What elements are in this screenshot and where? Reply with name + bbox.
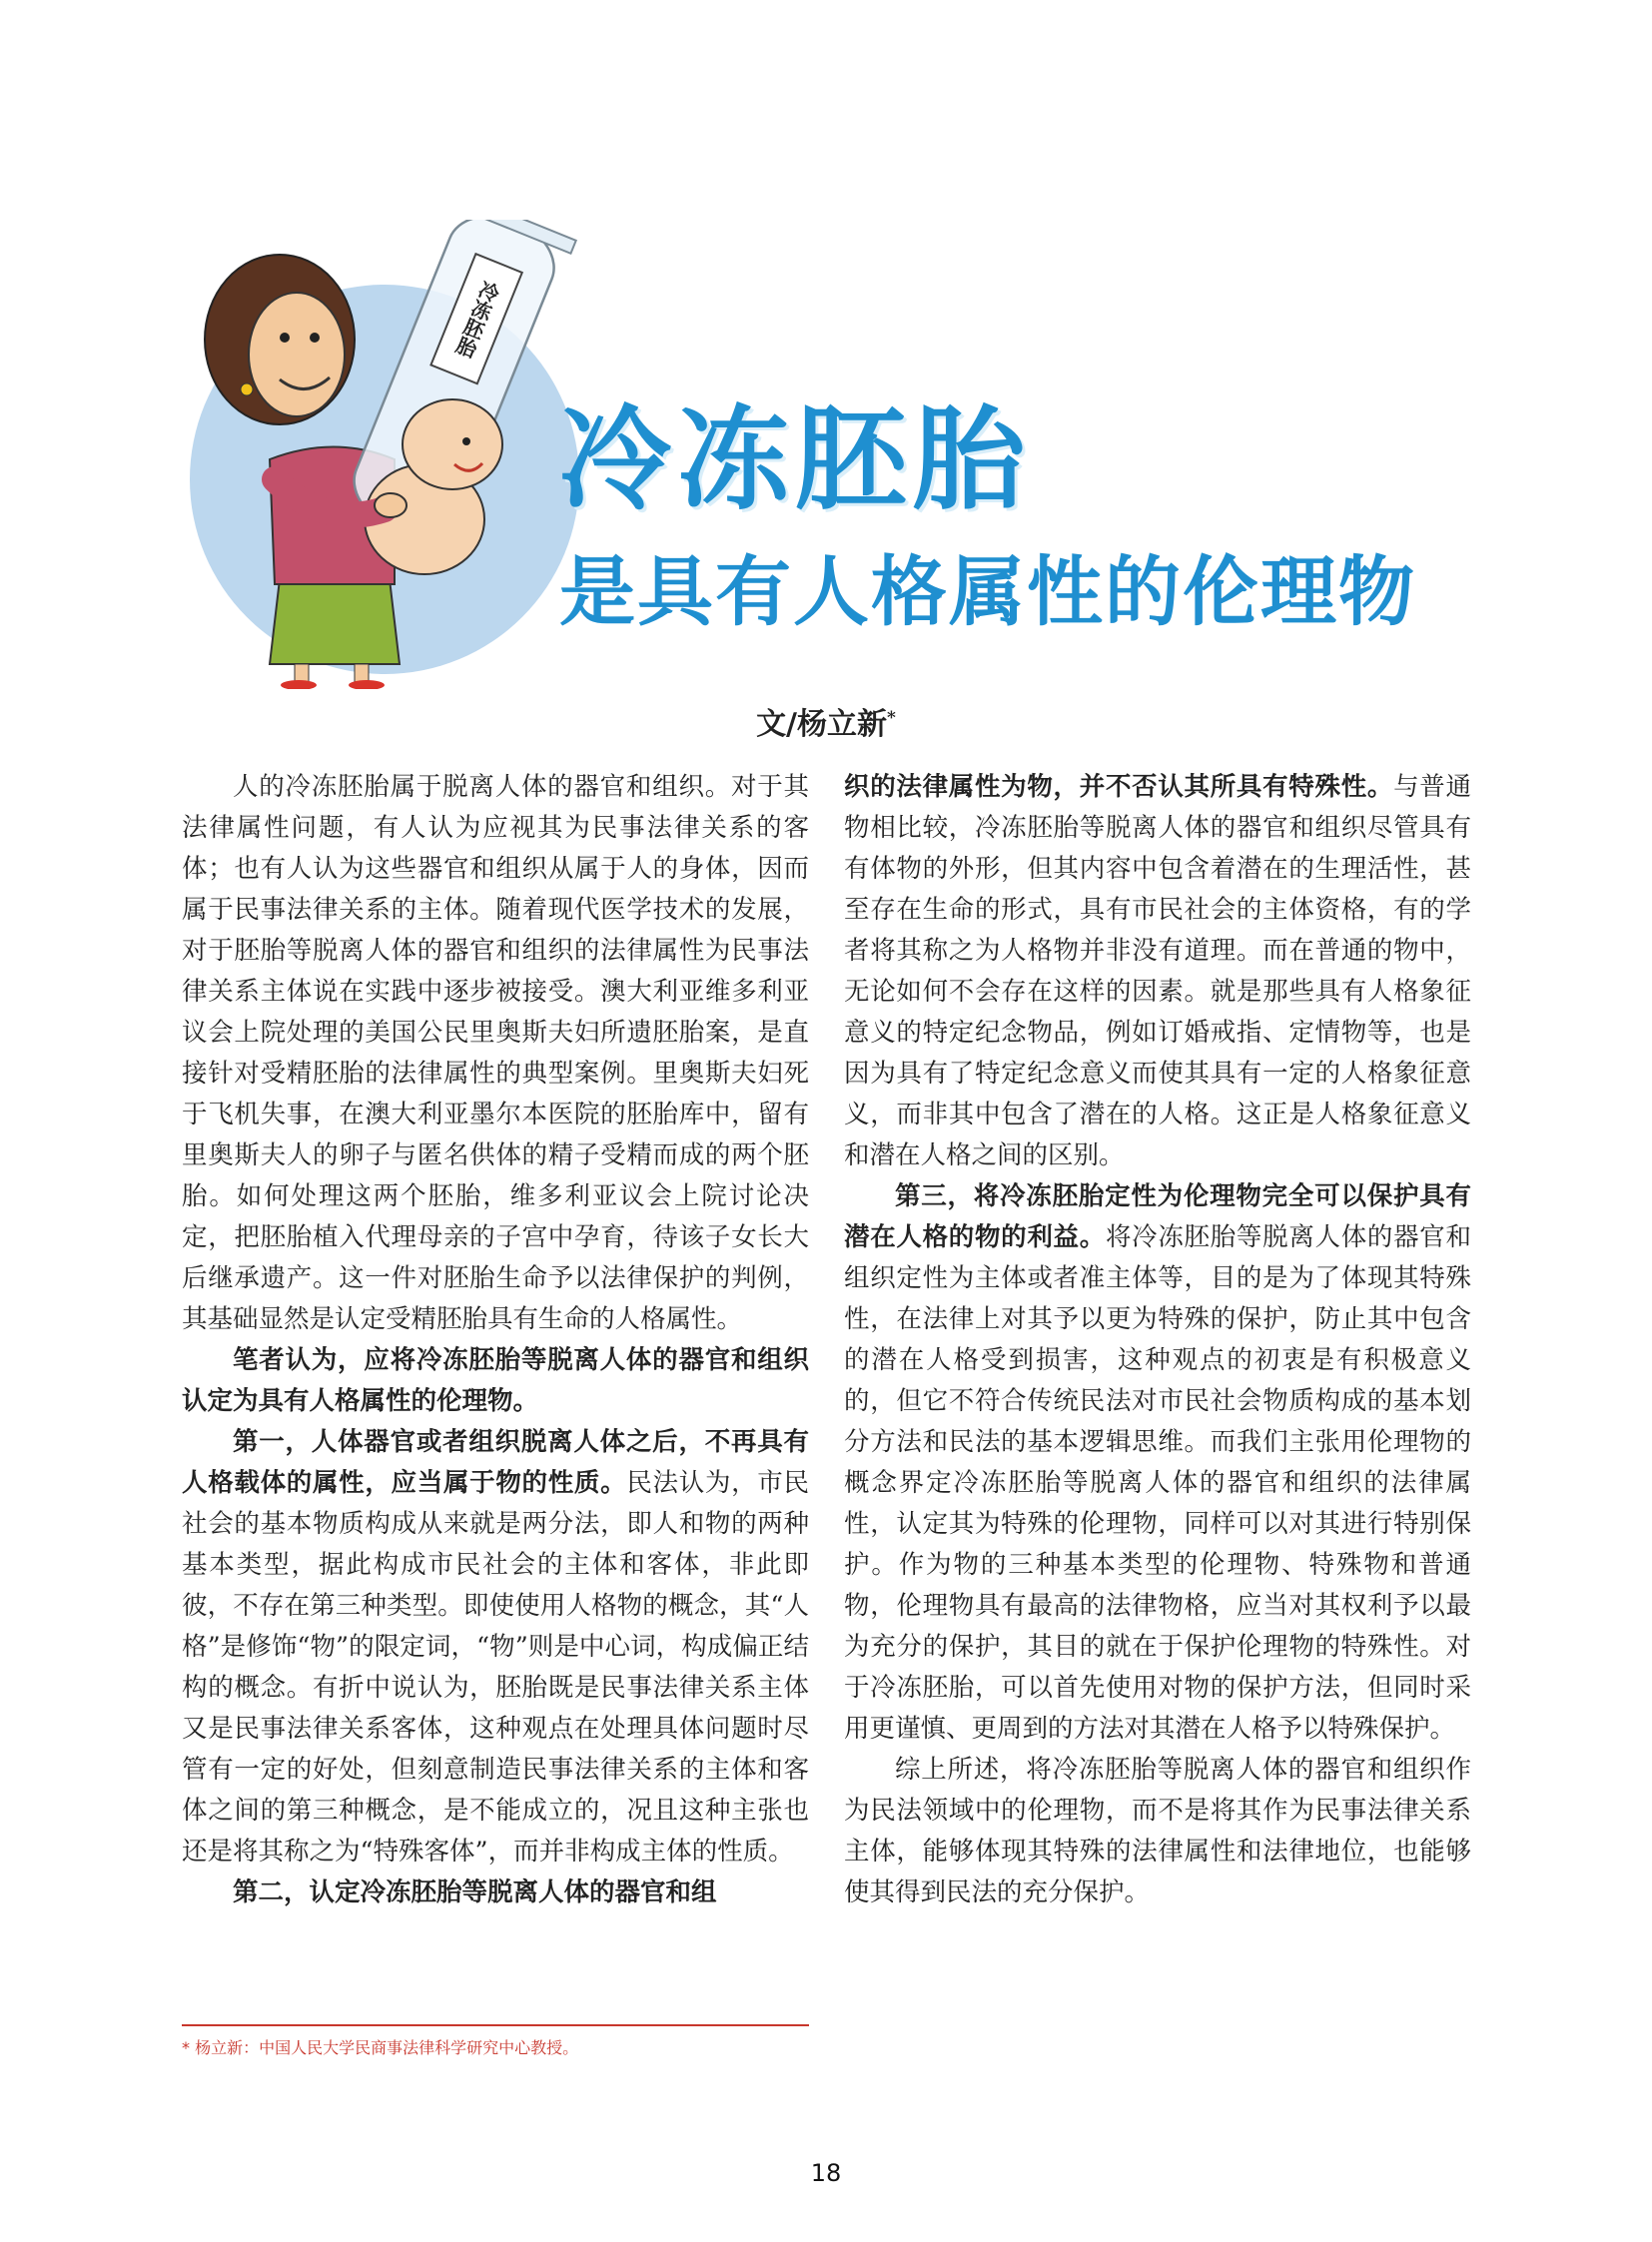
woman-earring: [241, 383, 253, 395]
tube-label: 冷冻胚胎: [449, 277, 503, 361]
woman-skirt: [270, 579, 400, 664]
woman-face: [249, 293, 345, 416]
baby-head: [403, 399, 502, 489]
point-two-body: 与普通物相比较，冷冻胚胎等脱离人体的器官和组织尽管具有有体物的外形，但其内容中包含着潜在的生理活性，甚至存在生命的形式，具有市民社会的主体资格，有的学者将其称之为人格物并非没有道理。而在普通的物中，无论如何不会存在这样的因素。就是那些具有人格象征意义的特定纪念物品，例如订婚戒指、定情物等，也是因为具有了特定纪念意义而使其具有一定的人格象征意义，而非其中包含了潜在的人格。这正是人格象征意义和潜在人格之间的区别。: [844, 772, 1471, 1170]
point-two-heading-cont: 织的法律属性为物，并不否认其所具有特殊性。: [844, 772, 1394, 802]
paragraph: [844, 767, 1471, 1176]
paragraph-bold: 笔者认为，应将冷冻胚胎等脱离人体的器官和组织认定为具有人格属性的伦理物。: [182, 1345, 809, 1416]
cartoon-illustration: [185, 220, 624, 689]
woman-shoe-right: [349, 680, 385, 689]
paragraph: 人的冷冻胚胎属于脱离人体的器官和组织。对于其法律属性问题，有人认为应视其为民事法律关系的客体；也有人认为这些器官和组织从属于人的身体，因而属于民事法律关系的主体。随着现代医学技术的发展，对于胚胎等脱离人体的器官和组织的法律属性为民事法律关系主体说在实践中逐步被接受。澳大利亚维多利亚议会上院处理的美国公民里奥斯夫妇所遗胚胎案，是直接针对受精胚胎的法律属性的典型案例。里奥斯夫妇死于飞机失事，在澳大利亚墨尔本医院的胚胎库中，留有里奥斯夫人的卵子与匿名供体的精子受精而成的两个胚胎。如何处理这两个胚胎，维多利亚议会上院讨论决定，把胚胎植入代理母亲的子宫中孕育，待该子女长大后继承遗产。这一件对胚胎生命予以法律保护的判例，其基础显然是认定受精胚胎具有生命的人格属性。: [182, 772, 809, 1334]
left-column: [182, 767, 809, 1913]
woman-hand: [375, 493, 407, 517]
right-column: [844, 767, 1471, 1913]
woman-shoe-left: [281, 680, 317, 689]
footnote-divider: [182, 2024, 809, 2026]
point-one-body: 民法认为，市民社会的基本物质构成从来就是两分法，即人和物的两种基本类型，据此构成市民社会的主体和客体，非此即彼，不存在第三种类型。即使使用人格物的概念，其“人格”是修饰“物”的限定词，“物”则是中心词，构成偏正结构的概念。有折中说认为，胚胎既是民事法律关系主体又是民事法律关系客体，这种观点在处理具体问题时尽管有一定的好处，但刻意制造民事法律关系的主体和客体之间的第三种概念，是不能成立的，况且这种主张也还是将其称之为“特殊客体”，而并非构成主体的性质。: [182, 1468, 809, 1867]
woman-eye-right: [310, 333, 320, 343]
baby-eye: [462, 437, 470, 445]
paragraph: 综上所述，将冷冻胚胎等脱离人体的器官和组织作为民法领域中的伦理物，而不是将其作为民事法律关系主体，能够体现其特殊的法律属性和法律地位，也能够使其得到民法的充分保护。: [844, 1755, 1471, 1907]
paragraph-bold: 第二，认定冷冻胚胎等脱离人体的器官和组: [233, 1877, 717, 1907]
point-three-heading: 第三，将冷冻胚胎定性为伦理物完全可以保护具有潜在人格的物的利益。: [844, 1181, 1471, 1252]
footnote: * 杨立新：中国人民大学民商事法律科学研究中心教授。: [182, 2038, 579, 2057]
paragraph: [182, 1422, 809, 1872]
byline-author: 文/杨立新: [756, 707, 888, 742]
point-one-heading: 第一，人体器官或者组织脱离人体之后，不再具有人格载体的属性，应当属于物的性质。: [182, 1427, 809, 1498]
page-number: 18: [810, 2159, 842, 2187]
byline: [0, 699, 1652, 743]
byline-footnote-mark: *: [887, 708, 896, 728]
woman-eye-left: [280, 333, 290, 343]
point-three-body: 将冷冻胚胎等脱离人体的器官和组织定性为主体或者准主体等，目的是为了体现其特殊性，在法律上对其予以更为特殊的保护，防止其中包含的潜在人格受到损害，这种观点的初衷是有积极意义的，但它不符合传统民法对市民社会物质构成的基本划分方法和民法的基本逻辑思维。而我们主张用伦理物的概念界定冷冻胚胎等脱离人体的器官和组织的法律属性，认定其为特殊的伦理物，同样可以对其进行特别保护。作为物的三种基本类型的伦理物、特殊物和普通物，伦理物具有最高的法律物格，应当对其权利予以最为充分的保护，其目的就在于保护伦理物的特殊性。对于冷冻胚胎，可以首先使用对物的保护方法，但同时采用更谨慎、更周到的方法对其潜在人格予以特殊保护。: [844, 1222, 1471, 1744]
article-subtitle: 是具有人格属性的伦理物: [559, 547, 1416, 636]
article-title: 冷冻胚胎: [559, 395, 1031, 525]
paragraph: [844, 1176, 1471, 1750]
